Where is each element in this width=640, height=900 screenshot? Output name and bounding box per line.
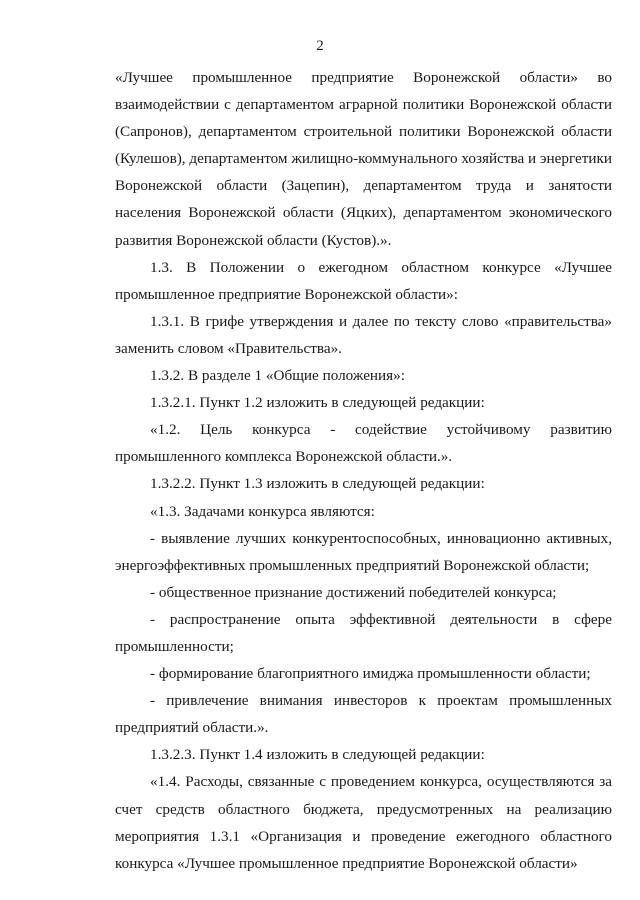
- paragraph-1-3-2-1: 1.3.2.1. Пункт 1.2 изложить в следующей редакции:: [150, 394, 485, 412]
- paragraph-1-3-2-3: 1.3.2.3. Пункт 1.4 изложить в следующей редакции:: [150, 746, 485, 764]
- list-item-task-1: - выявление лучших конкурентоспособных, инновационно активных, энергоэффективных промышленных предприятий Воронежской области;: [115, 529, 612, 574]
- paragraph-quote-1-4: «1.4. Расходы, связанные с проведением конкурса, осуществляются за счет средств областного бюджета, предусмотренных на реализацию мероприятия 1.3.1 «Организация и проведение ежегодного областного конкурса «Лучшее промышленное предприятие Воронежской области»: [115, 773, 612, 872]
- paragraph-quote-1-3: «1.3. Задачами конкурса являются:: [150, 502, 375, 520]
- list-item-task-4: - формирование благоприятного имиджа промышленности области;: [150, 665, 591, 683]
- paragraph-1-3-1: 1.3.1. В грифе утверждения и далее по тексту слово «правительства» заменить словом «Правительства».: [115, 312, 612, 357]
- paragraph-quote-1-2: «1.2. Цель конкурса - содействие устойчивому развитию промышленного комплекса Воронежской области.».: [115, 421, 612, 466]
- paragraph-1-3-2-2: 1.3.2.2. Пункт 1.3 изложить в следующей редакции:: [150, 475, 485, 493]
- list-item-task-2: - общественное признание достижений победителей конкурса;: [150, 583, 557, 601]
- list-item-task-3: - распространение опыта эффективной деятельности в сфере промышленности;: [115, 610, 612, 655]
- paragraph-1-3: 1.3. В Положении о ежегодном областном конкурсе «Лучшее промышленное предприятие Воронежской области»:: [115, 258, 612, 303]
- paragraph-1-3-2: 1.3.2. В разделе 1 «Общие положения»:: [150, 367, 405, 385]
- document-body: [115, 64, 612, 877]
- list-item-task-5: - привлечение внимания инвесторов к проектам промышленных предприятий области.».: [115, 692, 612, 737]
- paragraph-continuation: «Лучшее промышленное предприятие Воронежской области» во взаимодействии с департаментом аграрной политики Воронежской области (Сапронов), департаментом строительной политики Воронежской области (Кулешов), департаментом жилищно-коммунального хозяйства и энергетики Воронежской области (Зацепин), департаментом труда и занятости населения Воронежской области (Яцких), департаментом экономического развития Воронежской области (Кустов).».: [115, 69, 612, 249]
- page-number: 2: [316, 38, 324, 54]
